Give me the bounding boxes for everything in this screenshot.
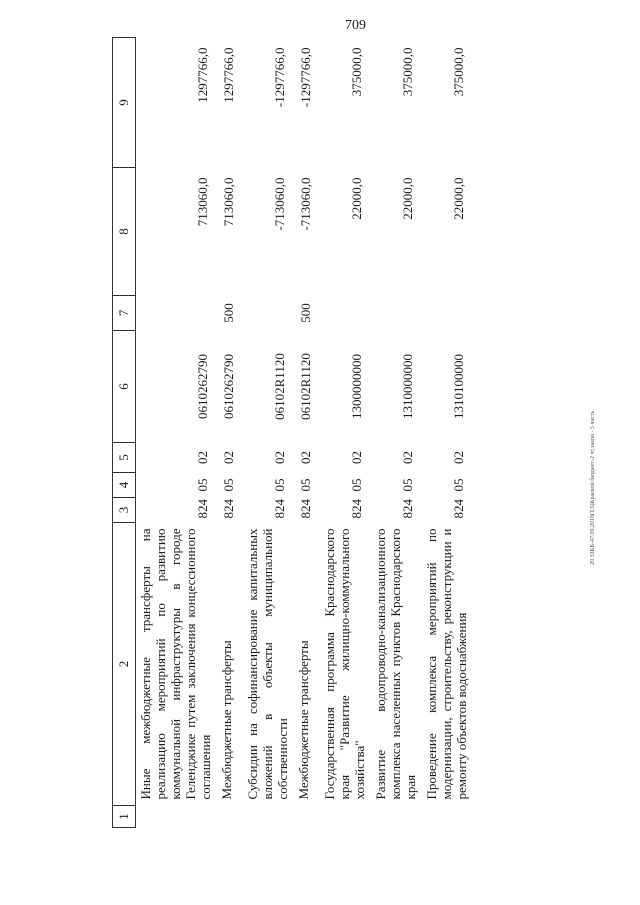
row-index-cell	[371, 806, 422, 828]
row-name: Межбюджетные трансферты	[296, 640, 311, 800]
target-article-code: 1300000000	[349, 354, 364, 419]
amount-column-9: -1297766,0	[272, 47, 287, 108]
table-header-row	[113, 38, 136, 828]
amount-column-9: 1297766,0	[195, 47, 210, 103]
section-code: 05	[221, 478, 236, 492]
amount-column-9: 375000,0	[451, 47, 466, 97]
section-code: 05	[349, 478, 364, 492]
amount-column-9: 375000,0	[400, 47, 415, 97]
column-header-3: 3	[113, 498, 136, 523]
subsection-code: 02	[221, 451, 236, 464]
expense-type-code	[422, 296, 473, 331]
table-row	[136, 38, 218, 828]
table-row	[217, 38, 243, 828]
ministry-code: 824	[221, 499, 236, 519]
budget-table	[112, 37, 473, 828]
section-code: 05	[195, 478, 210, 492]
row-index-cell	[136, 806, 218, 828]
column-header-5: 5	[113, 443, 136, 473]
row-index-cell	[294, 806, 320, 828]
amount-column-8: -713060,0	[298, 177, 313, 231]
row-name: Государственная программа Краснодарского края "Развитие жилищно-коммунального хозяйства"	[322, 528, 367, 800]
subsection-code: 02	[400, 451, 415, 464]
ministry-code: 824	[272, 499, 287, 519]
page-number: 709	[345, 18, 366, 33]
table-row	[422, 38, 473, 828]
target-article-code: 1310000000	[400, 354, 415, 419]
row-name: Межбюджетные трансферты	[219, 640, 234, 800]
ministry-code: 824	[400, 499, 415, 519]
amount-column-8: 713060,0	[221, 177, 236, 227]
amount-column-9: 1297766,0	[221, 47, 236, 103]
section-code: 05	[451, 478, 466, 492]
ministry-code: 824	[451, 499, 466, 519]
row-name: Развитие водопроводно-канализационного комплекса населенных пунктов Краснодарского края	[373, 528, 418, 800]
amount-column-8: 22000,0	[451, 177, 466, 220]
target-article-code: 06102R1120	[298, 353, 313, 420]
row-index-cell	[243, 806, 294, 828]
amount-column-8: 22000,0	[400, 177, 415, 220]
row-name: Иные межбюджетные трансферты на реализацию мероприятий по развитию коммунальной инфраструктуры в городе Геленджике путем заключения концессионного соглашения	[138, 528, 213, 800]
column-header-1: 1	[113, 806, 136, 828]
side-note: 20 3ЗКБ-47.09.2018(Т.6)Краевой бюджет-2 чт.закон - 5 часть	[590, 410, 596, 565]
section-code: 05	[400, 478, 415, 492]
row-name: Проведение комплекса мероприятий по модернизации, строительству, реконструкции и ремонту объектов водоснабжения	[424, 528, 469, 800]
expense-type-code: 500	[298, 303, 313, 323]
row-index-cell	[320, 806, 371, 828]
target-article-code: 0610262790	[221, 354, 236, 419]
subsection-code: 02	[272, 451, 287, 464]
column-header-4: 4	[113, 473, 136, 498]
ministry-code: 824	[349, 499, 364, 519]
table-row	[320, 38, 371, 828]
column-header-9: 9	[113, 38, 136, 168]
row-index-cell	[422, 806, 473, 828]
rotated-table-container	[112, 38, 567, 828]
section-code: 05	[298, 478, 313, 492]
ministry-code: 824	[298, 499, 313, 519]
ministry-code: 824	[195, 499, 210, 519]
row-index-cell	[217, 806, 243, 828]
expense-type-code	[371, 296, 422, 331]
expense-type-code: 500	[221, 303, 236, 323]
amount-column-8: 713060,0	[195, 177, 210, 227]
amount-column-9: 375000,0	[349, 47, 364, 97]
table-row	[243, 38, 294, 828]
subsection-code: 02	[298, 451, 313, 464]
target-article-code: 1310100000	[451, 354, 466, 419]
section-code: 05	[272, 478, 287, 492]
row-name: Субсидии на софинансирование капитальных вложений в объекты муниципальной собственности	[245, 528, 290, 800]
amount-column-8: -713060,0	[272, 177, 287, 231]
column-header-8: 8	[113, 168, 136, 296]
subsection-code: 02	[349, 451, 364, 464]
subsection-code: 02	[451, 451, 466, 464]
target-article-code: 0610262790	[195, 354, 210, 419]
column-header-2: 2	[113, 523, 136, 806]
expense-type-code	[320, 296, 371, 331]
target-article-code: 06102R1120	[272, 353, 287, 420]
expense-type-code	[243, 296, 294, 331]
subsection-code: 02	[195, 451, 210, 464]
column-header-6: 6	[113, 331, 136, 443]
expense-type-code	[136, 296, 218, 331]
amount-column-9: -1297766,0	[298, 47, 313, 108]
amount-column-8: 22000,0	[349, 177, 364, 220]
column-header-7: 7	[113, 296, 136, 331]
table-row	[294, 38, 320, 828]
table-row	[371, 38, 422, 828]
